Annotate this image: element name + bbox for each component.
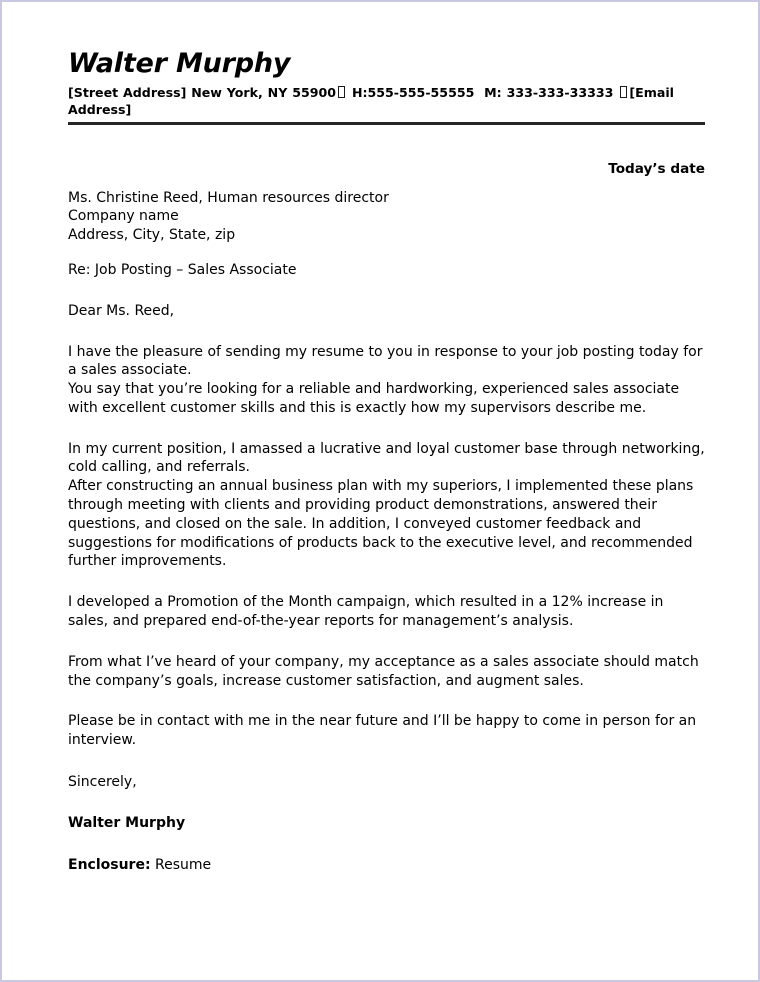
contact-home-phone: H:555-555-55555 (351, 85, 475, 101)
date-line: Today’s date (608, 161, 705, 178)
recipient-block (68, 189, 705, 244)
recipient-line-2: Company name (68, 208, 179, 225)
valediction: Sincerely, (68, 774, 137, 791)
body-paragraph-2-part-1: In my current position, I amassed a lucrative and loyal customer base through networking, cold calling, and referrals. (68, 440, 705, 476)
enclosure-label: Enclosure: (68, 856, 151, 873)
enclosure-value: Resume (155, 856, 212, 873)
contact-mobile-phone: M: 333-333-33333 (484, 85, 614, 101)
body-paragraph-1-part-1: I have the pleasure of sending my resume to you in response to your job posting today for a sales associate. (68, 343, 703, 379)
recipient-line-1: Ms. Christine Reed, Human resources director (68, 190, 389, 207)
letterhead-contact-line (68, 84, 705, 118)
body-paragraph-2 (68, 440, 705, 572)
signature-name: Walter Murphy (68, 814, 186, 831)
letter-body (68, 189, 705, 874)
contact-address: [Street Address] New York, NY 55900 (68, 85, 337, 101)
salutation: Dear Ms. Reed, (68, 302, 175, 319)
body-paragraph-1 (68, 343, 705, 418)
recipient-line-3: Address, City, State, zip (68, 226, 236, 243)
body-paragraph-5: Please be in contact with me in the near future and I’ll be happy to come in person for an interview. (68, 713, 697, 749)
letterhead-name: Walter Murphy (68, 48, 291, 79)
body-paragraph-2-part-2: After constructing an annual business plan with my superiors, I implemented these plans through meeting with clients and providing product demonstrations, answered their questions, and closed on the sale. In addition, I conveyed customer feedback and suggestions for modifications of products back to the executive level, and recommended further improvements. (68, 478, 694, 570)
contact-email: [Email Address] (68, 85, 674, 118)
letter-content (68, 2, 705, 874)
missing-glyph-box-icon (338, 86, 345, 98)
body-paragraph-4: From what I’ve heard of your company, my acceptance as a sales associate should match the company’s goals, increase customer satisfaction, and augment sales. (68, 653, 699, 689)
body-paragraph-1-part-2: You say that you’re looking for a reliable and hardworking, experienced sales associate with excellent customer skills and this is exactly how my supervisors describe me. (68, 381, 680, 416)
missing-glyph-box-icon-2 (620, 86, 627, 98)
letterhead (68, 2, 705, 125)
enclosure-line (68, 856, 705, 875)
subject-line: Re: Job Posting – Sales Associate (68, 261, 297, 278)
body-paragraph-3: I developed a Promotion of the Month campaign, which resulted in a 12% increase in sales, and prepared end-of-the-year reports for management’s analysis. (68, 594, 664, 630)
letterhead-divider (68, 122, 705, 125)
